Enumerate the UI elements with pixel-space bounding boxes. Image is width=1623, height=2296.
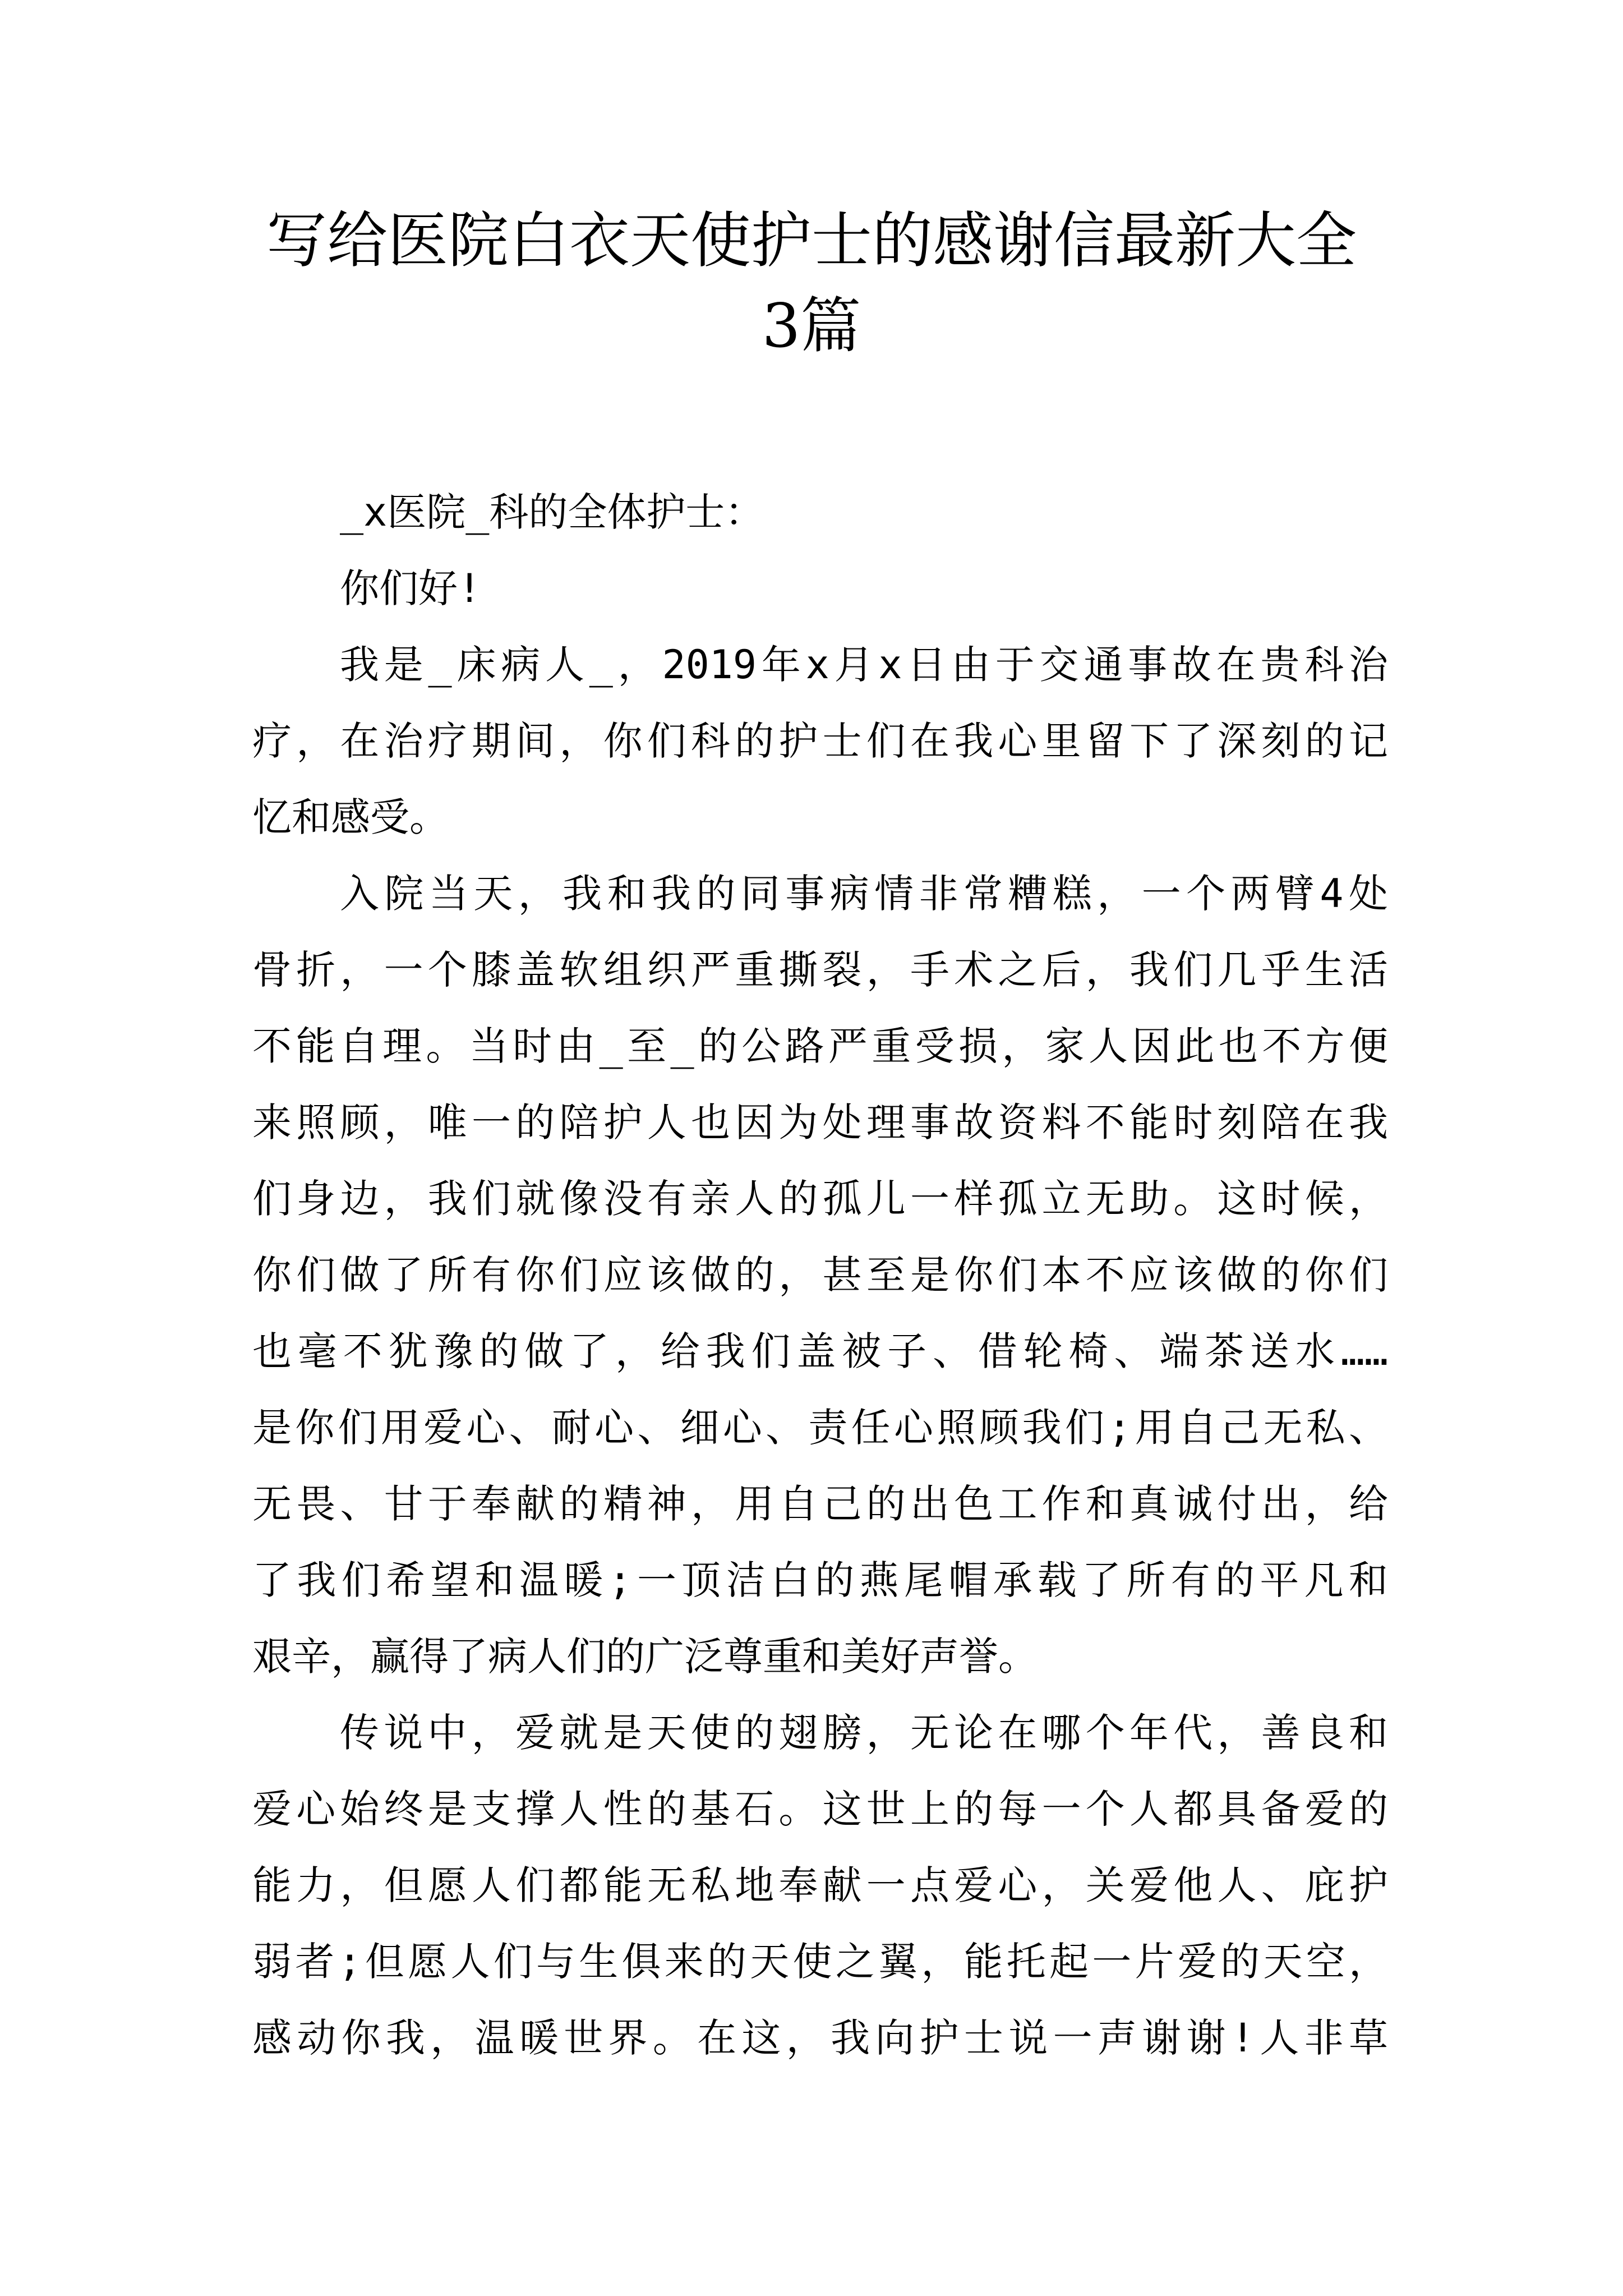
document-title-line-2: 3篇	[762, 291, 861, 361]
text-line: 忆和感受。	[252, 794, 449, 840]
text-line: 无畏、甘于奉献的精神，用自己的出色工作和真诚付出，给	[252, 1481, 1388, 1527]
text-line: 骨折，一个膝盖软组织严重撕裂，手术之后，我们几乎生活	[252, 947, 1388, 993]
text-line: 你们做了所有你们应该做的，甚至是你们本不应该做的你们	[252, 1252, 1388, 1298]
greeting: 你们好!	[340, 565, 482, 611]
text-line: 入院当天，我和我的同事病情非常糟糕，一个两臂4处	[340, 871, 1388, 917]
text-line: 爱心始终是支撑人性的基石。这世上的每一个人都具备爱的	[252, 1786, 1388, 1832]
text-line: 了我们希望和温暖;一顶洁白的燕尾帽承载了所有的平凡和	[252, 1557, 1388, 1603]
document-title-line-1: 写给医院白衣天使护士的感谢信最新大全	[266, 206, 1357, 276]
text-line: 传说中，爱就是天使的翅膀，无论在哪个年代，善良和	[340, 1710, 1388, 1756]
text-line: 艰辛，赢得了病人们的广泛尊重和美好声誉。	[252, 1634, 1038, 1680]
text-line: 来照顾，唯一的陪护人也因为处理事故资料不能时刻陪在我	[252, 1099, 1388, 1145]
text-line: 感动你我，温暖世界。在这，我向护士说一声谢谢!人非草	[252, 2015, 1388, 2061]
salutation: _x医院_科的全体护士：	[340, 489, 764, 535]
text-line: 是你们用爱心、耐心、细心、责任心照顾我们;用自己无私、	[252, 1405, 1388, 1451]
text-line: 们身边，我们就像没有亲人的孤儿一样孤立无助。这时候，	[252, 1176, 1388, 1222]
text-line: 弱者;但愿人们与生俱来的天使之翼，能托起一片爱的天空，	[252, 1939, 1388, 1985]
text-line: 不能自理。当时由_至_的公路严重受损，家人因此也不方便	[252, 1023, 1388, 1069]
text-line: 我是_床病人_，2019年x月x日由于交通事故在贵科治	[340, 642, 1388, 688]
text-line: 也毫不犹豫的做了，给我们盖被子、借轮椅、端茶送水……	[252, 1328, 1388, 1374]
text-line: 能力，但愿人们都能无私地奉献一点爱心，关爱他人、庇护	[252, 1862, 1388, 1908]
text-line: 疗，在治疗期间，你们科的护士们在我心里留下了深刻的记	[252, 718, 1388, 764]
